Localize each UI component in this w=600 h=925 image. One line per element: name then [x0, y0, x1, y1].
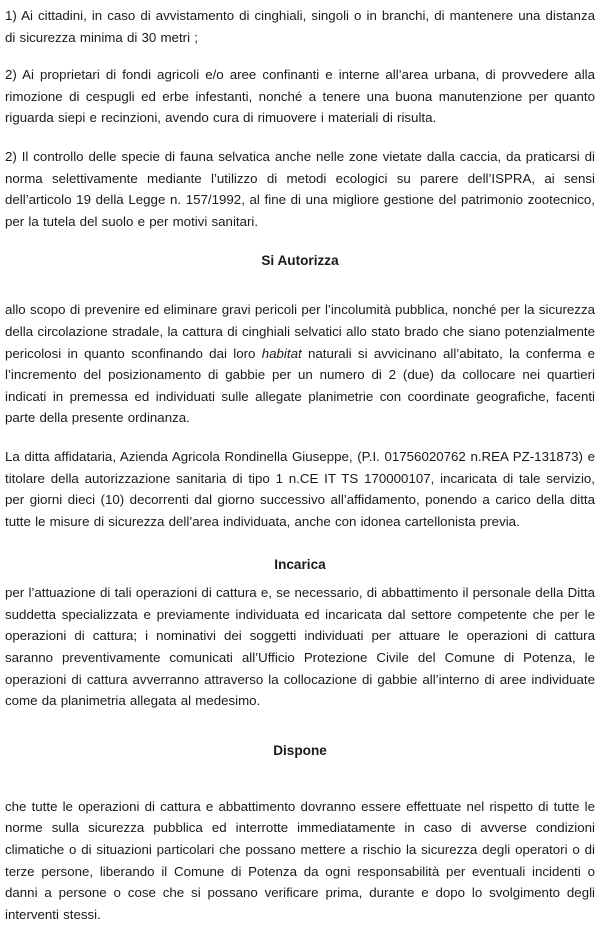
paragraph-orders-safety: che tutte le operazioni di cattura e abbattimento dovranno essere effettuate nel rispetto di tutte le norme sulla sicurezza pubblica ed interrotte immediatamente in caso di avverse condizioni climatiche o di situazioni particolari che possano mettere a rischio la sicurezza degli operatori o di terze persone, liberando il Comune di Potenza da ogni responsabilità per eventuali incidenti o danni a persone o cose che si possano verificare prima, durante e dopo lo svolgimento degli interventi stessi. — [5, 798, 595, 922]
authorization-text-pre: allo scopo di prevenire ed eliminare gravi pericoli per l’incolumità pubblica, nonché per la sicurezza della circolazione stradale, la cattura di cinghiali selvatici allo stato brado che siano potenzialmente pericolosi in quanto sconfinando dai loro — [5, 302, 595, 361]
authorization-text-post: naturali si avvicinano all’abitato, la conferma e l’incremento del posizionamento di gabbie per un numero di 2 (due) da collocare nei quartieri indicati in premessa ed individuati sulle allegate planimetrie con coordinate geografiche, facenti parte della presente ordinanza. — [5, 345, 595, 426]
heading-incarica: Incarica — [274, 557, 326, 573]
paragraph-contractor-company: La ditta affidataria, Azienda Agricola Rondinella Giuseppe, (P.I. 01756020762 n.REA PZ-131873) e titolare della autorizzazione sanitaria di tipo 1 n.CE IT TS 170000107, incaricata di tale servizio, per giorni dieci (10) decorrenti dal giorno successivo all’affidamento, ponendo a carico della ditta tutte le misure di sicurezza dell’area individuata, anche con idonea cartellonista previa. — [5, 448, 595, 529]
paragraph-citizens-distance: 1) Ai cittadini, in caso di avvistamento di cinghiali, singoli o in branchi, di mantenere una distanza di sicurezza minima di 30 metri ; — [5, 8, 595, 45]
paragraph-landowners-maintenance: 2) Ai proprietari di fondi agricoli e/o aree confinanti e interne all’area urbana, di provvedere alla rimozione di cespugli ed erbe infestanti, nonché a tenere una buona manutenzione per quanto riguarda siepi e recinzioni, avendo cura di rimuovere i materiali di risulta. — [5, 67, 595, 126]
authorization-text-habitat-italic: habitat — [261, 345, 302, 361]
heading-dispone: Dispone — [273, 742, 327, 758]
heading-si-autorizza: Si Autorizza — [261, 253, 339, 269]
paragraph-appointment-operations: per l’attuazione di tali operazioni di cattura e, se necessario, di abbattimento il personale della Ditta suddetta specializzata e previamente individuata ed incaricata dal settore competente che per le operazioni di cattura; i nominativi dei soggetti individuati per attuare le operazioni di cattura saranno preventivamente comunicati all’Ufficio Protezione Civile del Comune di Potenza, le operazioni di cattura avverranno attraverso la collocazione di gabbie all’interno di aree individuate come da planimetria allegata al medesimo. — [5, 585, 595, 709]
paragraph-fauna-control: 2) Il controllo delle specie di fauna selvatica anche nelle zone vietate dalla caccia, da praticarsi di norma selettivamente mediante l’utilizzo di metodi ecologici su parere dell’ISPRA, ai sensi dell’articolo 19 della Legge n. 157/1992, al fine di una migliore gestione del patrimonio zootecnico, per la tutela del suolo e per motivi sanitari. — [5, 148, 595, 229]
paragraph-authorization-cages — [5, 299, 595, 429]
